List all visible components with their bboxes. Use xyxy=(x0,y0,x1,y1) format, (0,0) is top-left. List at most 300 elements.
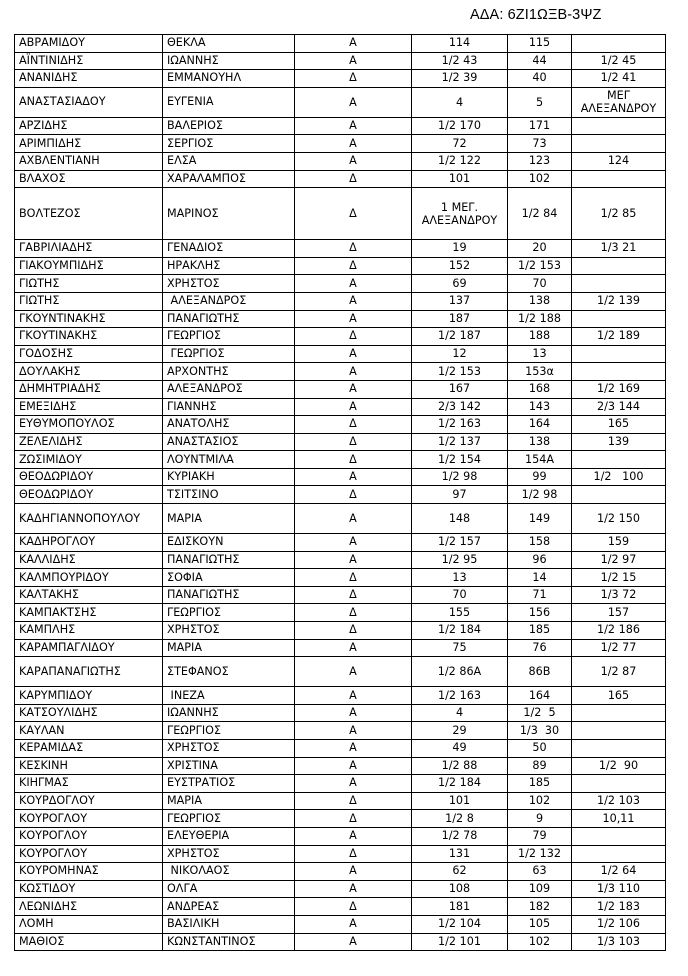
first-name-cell: ΙΝΕΖΑ xyxy=(163,687,295,705)
value-cell-1: 148 xyxy=(412,504,508,534)
value-cell-1: 181 xyxy=(412,898,508,916)
value-cell-1: 1/2 43 xyxy=(412,52,508,70)
records-table-body xyxy=(15,35,666,951)
value-cell-2: 1/2 98 xyxy=(508,486,572,504)
value-cell-1: 62 xyxy=(412,863,508,881)
first-name-cell: ΛΟΥΝΤΜΙΛΑ xyxy=(163,451,295,469)
first-name-cell: ΧΑΡΑΛΑΜΠΟΣ xyxy=(163,170,295,188)
table-row xyxy=(15,292,666,310)
type-cell: Α xyxy=(295,35,412,53)
surname-cell: ΚΑΔΗΓΙΑΝΝΟΠΟΥΛΟΥ xyxy=(15,504,163,534)
first-name-cell: ΕΥΣΤΡΑΤΙΟΣ xyxy=(163,775,295,793)
table-row xyxy=(15,898,666,916)
first-name-cell: ΧΡΗΣΤΟΣ xyxy=(163,275,295,293)
first-name-cell: ΧΡΗΣΤΟΣ xyxy=(163,740,295,758)
first-name-cell: ΧΡΙΣΤΙΝΑ xyxy=(163,757,295,775)
value-cell-2: 1/2 188 xyxy=(508,310,572,328)
value-cell-3: 159 xyxy=(572,534,666,552)
surname-cell: ΑΪΝΤΙΝΙΔΗΣ xyxy=(15,52,163,70)
type-cell: Α xyxy=(295,639,412,657)
value-cell-2: 1/2 153 xyxy=(508,257,572,275)
first-name-cell: ΑΝΑΤΟΛΗΣ xyxy=(163,416,295,434)
surname-cell: ΓΙΑΚΟΥΜΠΙΔΗΣ xyxy=(15,257,163,275)
table-row xyxy=(15,310,666,328)
value-cell-1: 108 xyxy=(412,880,508,898)
value-cell-1: 19 xyxy=(412,240,508,258)
value-cell-2: 5 xyxy=(508,87,572,117)
surname-cell: ΓΙΩΤΗΣ xyxy=(15,292,163,310)
value-cell-3: 165 xyxy=(572,687,666,705)
first-name-cell: ΚΥΡΙΑΚΗ xyxy=(163,468,295,486)
value-cell-2: 185 xyxy=(508,622,572,640)
surname-cell: ΚΑΤΣΟΥΛΙΔΗΣ xyxy=(15,704,163,722)
value-cell-3: 165 xyxy=(572,416,666,434)
first-name-cell: ΠΑΝΑΓΙΩΤΗΣ xyxy=(163,586,295,604)
type-cell: Δ xyxy=(295,604,412,622)
value-cell-1: 97 xyxy=(412,486,508,504)
surname-cell: ΚΑΥΛΑΝ xyxy=(15,722,163,740)
table-row xyxy=(15,170,666,188)
type-cell: Α xyxy=(295,827,412,845)
value-cell-2: 115 xyxy=(508,35,572,53)
value-cell-2: 79 xyxy=(508,827,572,845)
surname-cell: ΚΩΣΤΙΔΟΥ xyxy=(15,880,163,898)
table-row xyxy=(15,915,666,933)
type-cell: Α xyxy=(295,880,412,898)
value-cell-2: 44 xyxy=(508,52,572,70)
table-row xyxy=(15,775,666,793)
value-cell-2: 123 xyxy=(508,152,572,170)
value-cell-1: 1/2 78 xyxy=(412,827,508,845)
value-cell-3 xyxy=(572,363,666,381)
surname-cell: ΑΝΑΣΤΑΣΙΑΔΟΥ xyxy=(15,87,163,117)
surname-cell: ΑΧΒΛΕΝΤΙΑΝΗ xyxy=(15,152,163,170)
value-cell-3: 157 xyxy=(572,604,666,622)
value-cell-3 xyxy=(572,117,666,135)
value-cell-3 xyxy=(572,775,666,793)
surname-cell: ΚΟΥΡΔΟΓΛΟΥ xyxy=(15,792,163,810)
table-row xyxy=(15,380,666,398)
table-row xyxy=(15,257,666,275)
value-cell-2: 188 xyxy=(508,328,572,346)
first-name-cell: ΗΡΑΚΛΗΣ xyxy=(163,257,295,275)
surname-cell: ΚΕΣΚΙΝΗ xyxy=(15,757,163,775)
first-name-cell: ΝΙΚΟΛΑΟΣ xyxy=(163,863,295,881)
surname-cell: ΚΑΜΠΑΚΤΣΗΣ xyxy=(15,604,163,622)
value-cell-1: 1/2 39 xyxy=(412,70,508,88)
value-cell-1: 1/2 88 xyxy=(412,757,508,775)
first-name-cell: ΒΑΣΙΛΙΚΗ xyxy=(163,915,295,933)
value-cell-2: 102 xyxy=(508,933,572,951)
value-cell-1: 1/2 153 xyxy=(412,363,508,381)
surname-cell: ΚΟΥΡΟΓΛΟΥ xyxy=(15,810,163,828)
first-name-cell: ΕΜΜΑΝΟΥΗΛ xyxy=(163,70,295,88)
first-name-cell: ΜΑΡΙΑ xyxy=(163,639,295,657)
value-cell-1: 1/2 104 xyxy=(412,915,508,933)
surname-cell: ΕΥΘΥΜΟΠΟΥΛΟΣ xyxy=(15,416,163,434)
value-cell-1: 131 xyxy=(412,845,508,863)
first-name-cell: ΕΛΣΑ xyxy=(163,152,295,170)
table-row xyxy=(15,35,666,53)
table-row xyxy=(15,188,666,240)
surname-cell: ΑΡΖΙΔΗΣ xyxy=(15,117,163,135)
value-cell-3: 1/2 183 xyxy=(572,898,666,916)
value-cell-2: 1/2 132 xyxy=(508,845,572,863)
surname-cell: ΚΟΥΡΟΓΛΟΥ xyxy=(15,827,163,845)
table-row xyxy=(15,433,666,451)
value-cell-2: 158 xyxy=(508,534,572,552)
first-name-cell: ΓΕΩΡΓΙΟΣ xyxy=(163,722,295,740)
type-cell: Δ xyxy=(295,416,412,434)
table-row xyxy=(15,504,666,534)
value-cell-1: 1/2 122 xyxy=(412,152,508,170)
table-row xyxy=(15,604,666,622)
value-cell-1: 4 xyxy=(412,87,508,117)
value-cell-2: 154Α xyxy=(508,451,572,469)
surname-cell: ΚΑΡΑΜΠΑΓΛΙΔΟΥ xyxy=(15,639,163,657)
table-row xyxy=(15,792,666,810)
first-name-cell: ΑΝΑΣΤΑΣΙΟΣ xyxy=(163,433,295,451)
surname-cell: ΚΑΛΤΑΚΗΣ xyxy=(15,586,163,604)
type-cell: Α xyxy=(295,657,412,687)
value-cell-1: 1/2 95 xyxy=(412,551,508,569)
surname-cell: ΑΝΑΝΙΔΗΣ xyxy=(15,70,163,88)
value-cell-3 xyxy=(572,275,666,293)
value-cell-2: 1/2 84 xyxy=(508,188,572,240)
type-cell: Δ xyxy=(295,586,412,604)
first-name-cell: ΣΕΡΓΙΟΣ xyxy=(163,135,295,153)
type-cell: Α xyxy=(295,757,412,775)
value-cell-1: 1/2 187 xyxy=(412,328,508,346)
type-cell: Α xyxy=(295,740,412,758)
first-name-cell: ΓΙΑΝΝΗΣ xyxy=(163,398,295,416)
value-cell-1: 114 xyxy=(412,35,508,53)
type-cell: Α xyxy=(295,504,412,534)
table-row xyxy=(15,70,666,88)
type-cell: Δ xyxy=(295,792,412,810)
value-cell-2: 20 xyxy=(508,240,572,258)
surname-cell: ΖΕΛΕΛΙΔΗΣ xyxy=(15,433,163,451)
value-cell-3: 1/2 103 xyxy=(572,792,666,810)
surname-cell: ΑΡΙΜΠΙΔΗΣ xyxy=(15,135,163,153)
value-cell-1: 12 xyxy=(412,345,508,363)
value-cell-2: 63 xyxy=(508,863,572,881)
first-name-cell: ΓΕΩΡΓΙΟΣ xyxy=(163,345,295,363)
value-cell-1: 13 xyxy=(412,569,508,587)
first-name-cell: ΒΑΛΕΡΙΟΣ xyxy=(163,117,295,135)
value-cell-2: 96 xyxy=(508,551,572,569)
first-name-cell: ΧΡΗΣΤΟΣ xyxy=(163,845,295,863)
value-cell-2: 168 xyxy=(508,380,572,398)
value-cell-1: 1/2 170 xyxy=(412,117,508,135)
surname-cell: ΓΚΟΥΤΙΝΑΚΗΣ xyxy=(15,328,163,346)
value-cell-1: 1/2 163 xyxy=(412,416,508,434)
value-cell-2: 102 xyxy=(508,792,572,810)
value-cell-3 xyxy=(572,257,666,275)
first-name-cell: ΓΕΩΡΓΙΟΣ xyxy=(163,604,295,622)
table-row xyxy=(15,757,666,775)
value-cell-2: 40 xyxy=(508,70,572,88)
value-cell-3 xyxy=(572,704,666,722)
type-cell: Δ xyxy=(295,240,412,258)
table-row xyxy=(15,152,666,170)
value-cell-2: 99 xyxy=(508,468,572,486)
first-name-cell: ΣΟΦΙΑ xyxy=(163,569,295,587)
value-cell-2: 1/3 30 xyxy=(508,722,572,740)
table-row xyxy=(15,880,666,898)
value-cell-3: ΜΕΓ ΑΛΕΞΑΝΔΡΟΥ xyxy=(572,87,666,117)
value-cell-1: 1 ΜΕΓ. ΑΛΕΞΑΝΔΡΟΥ xyxy=(412,188,508,240)
value-cell-1: 1/2 98 xyxy=(412,468,508,486)
value-cell-3: 1/3 110 xyxy=(572,880,666,898)
first-name-cell: ΙΩΑΝΝΗΣ xyxy=(163,52,295,70)
value-cell-3 xyxy=(572,451,666,469)
value-cell-3 xyxy=(572,170,666,188)
value-cell-2: 185 xyxy=(508,775,572,793)
value-cell-3: 1/2 186 xyxy=(572,622,666,640)
table-row xyxy=(15,639,666,657)
value-cell-1: 1/2 8 xyxy=(412,810,508,828)
type-cell: Δ xyxy=(295,433,412,451)
table-row xyxy=(15,657,666,687)
value-cell-1: 137 xyxy=(412,292,508,310)
first-name-cell: ΕΔΙΣΚΟΥΝ xyxy=(163,534,295,552)
value-cell-2: 156 xyxy=(508,604,572,622)
value-cell-3 xyxy=(572,345,666,363)
surname-cell: ΔΗΜΗΤΡΙΑΔΗΣ xyxy=(15,380,163,398)
value-cell-3: 1/2 150 xyxy=(572,504,666,534)
value-cell-3: 2/3 144 xyxy=(572,398,666,416)
value-cell-2: 73 xyxy=(508,135,572,153)
value-cell-3: 1/2 139 xyxy=(572,292,666,310)
type-cell: Α xyxy=(295,775,412,793)
type-cell: Δ xyxy=(295,486,412,504)
type-cell: Δ xyxy=(295,898,412,916)
value-cell-1: 1/2 157 xyxy=(412,534,508,552)
type-cell: Δ xyxy=(295,622,412,640)
first-name-cell: ΠΑΝΑΓΙΩΤΗΣ xyxy=(163,551,295,569)
value-cell-1: 1/2 101 xyxy=(412,933,508,951)
value-cell-3: 1/2 85 xyxy=(572,188,666,240)
type-cell: Α xyxy=(295,704,412,722)
type-cell: Α xyxy=(295,87,412,117)
first-name-cell: ΕΥΓΕΝΙΑ xyxy=(163,87,295,117)
value-cell-2: 86Β xyxy=(508,657,572,687)
first-name-cell: ΓΕΩΡΓΙΟΣ xyxy=(163,810,295,828)
surname-cell: ΒΛΑΧΟΣ xyxy=(15,170,163,188)
value-cell-2: 109 xyxy=(508,880,572,898)
surname-cell: ΚΑΡΑΠΑΝΑΓΙΩΤΗΣ xyxy=(15,657,163,687)
type-cell: Α xyxy=(295,135,412,153)
surname-cell: ΘΕΟΔΩΡΙΔΟΥ xyxy=(15,468,163,486)
surname-cell: ΓΑΒΡΙΛΙΑΔΗΣ xyxy=(15,240,163,258)
value-cell-2: 71 xyxy=(508,586,572,604)
table-row xyxy=(15,704,666,722)
first-name-cell: ΑΛΕΞΑΝΔΡΟΣ xyxy=(163,292,295,310)
type-cell: Α xyxy=(295,915,412,933)
value-cell-2: 76 xyxy=(508,639,572,657)
table-row xyxy=(15,451,666,469)
first-name-cell: ΓΕΝΑΔΙΟΣ xyxy=(163,240,295,258)
value-cell-2: 50 xyxy=(508,740,572,758)
first-name-cell: ΤΣΙΤΣΙΝΟ xyxy=(163,486,295,504)
table-row xyxy=(15,687,666,705)
value-cell-1: 1/2 184 xyxy=(412,622,508,640)
value-cell-3: 1/2 106 xyxy=(572,915,666,933)
table-row xyxy=(15,551,666,569)
value-cell-3: 1/2 15 xyxy=(572,569,666,587)
type-cell: Α xyxy=(295,468,412,486)
surname-cell: ΚΑΜΠΛΗΣ xyxy=(15,622,163,640)
first-name-cell: ΑΝΔΡΕΑΣ xyxy=(163,898,295,916)
value-cell-3: 1/2 189 xyxy=(572,328,666,346)
value-cell-2: 13 xyxy=(508,345,572,363)
value-cell-2: 138 xyxy=(508,292,572,310)
value-cell-2: 149 xyxy=(508,504,572,534)
value-cell-2: 164 xyxy=(508,687,572,705)
first-name-cell: ΕΛΕΥΘΕΡΙΑ xyxy=(163,827,295,845)
table-row xyxy=(15,569,666,587)
type-cell: Δ xyxy=(295,188,412,240)
value-cell-3 xyxy=(572,135,666,153)
value-cell-3: 1/2 90 xyxy=(572,757,666,775)
type-cell: Α xyxy=(295,398,412,416)
value-cell-1: 1/2 154 xyxy=(412,451,508,469)
type-cell: Α xyxy=(295,863,412,881)
value-cell-3: 1/2 169 xyxy=(572,380,666,398)
table-row xyxy=(15,810,666,828)
table-row xyxy=(15,722,666,740)
table-row xyxy=(15,416,666,434)
surname-cell: ΛΕΩΝΙΔΗΣ xyxy=(15,898,163,916)
surname-cell: ΑΒΡΑΜΙΔΟΥ xyxy=(15,35,163,53)
surname-cell: ΚΟΥΡΟΓΛΟΥ xyxy=(15,845,163,863)
value-cell-1: 70 xyxy=(412,586,508,604)
surname-cell: ΓΟΔΟΣΗΣ xyxy=(15,345,163,363)
surname-cell: ΚΙΗΓΜΑΣ xyxy=(15,775,163,793)
first-name-cell: ΜΑΡΙΝΟΣ xyxy=(163,188,295,240)
value-cell-3: 139 xyxy=(572,433,666,451)
surname-cell: ΜΑΘΙΟΣ xyxy=(15,933,163,951)
value-cell-3 xyxy=(572,35,666,53)
value-cell-3 xyxy=(572,845,666,863)
first-name-cell: ΟΛΓΑ xyxy=(163,880,295,898)
value-cell-2: 171 xyxy=(508,117,572,135)
type-cell: Α xyxy=(295,310,412,328)
table-row xyxy=(15,586,666,604)
records-table xyxy=(14,34,666,951)
type-cell: Δ xyxy=(295,257,412,275)
value-cell-2: 182 xyxy=(508,898,572,916)
surname-cell: ΚΑΡΥΜΠΙΔΟΥ xyxy=(15,687,163,705)
first-name-cell: ΣΤΕΦΑΝΟΣ xyxy=(163,657,295,687)
value-cell-2: 14 xyxy=(508,569,572,587)
value-cell-3: 1/2 97 xyxy=(572,551,666,569)
type-cell: Α xyxy=(295,534,412,552)
value-cell-2: 89 xyxy=(508,757,572,775)
surname-cell: ΚΑΛΜΠΟΥΡΙΔΟΥ xyxy=(15,569,163,587)
value-cell-2: 1/2 5 xyxy=(508,704,572,722)
table-row xyxy=(15,740,666,758)
value-cell-3: 1/3 72 xyxy=(572,586,666,604)
value-cell-1: 1/2 163 xyxy=(412,687,508,705)
surname-cell: ΚΑΔΗΡΟΓΛΟΥ xyxy=(15,534,163,552)
first-name-cell: ΑΛΕΞΑΝΔΡΟΣ xyxy=(163,380,295,398)
value-cell-3: 1/3 21 xyxy=(572,240,666,258)
table-row xyxy=(15,534,666,552)
value-cell-2: 9 xyxy=(508,810,572,828)
surname-cell: ΓΚΟΥΝΤΙΝΑΚΗΣ xyxy=(15,310,163,328)
type-cell: Δ xyxy=(295,70,412,88)
value-cell-3: 124 xyxy=(572,152,666,170)
table-row xyxy=(15,117,666,135)
first-name-cell: ΘΕΚΛΑ xyxy=(163,35,295,53)
table-row xyxy=(15,827,666,845)
type-cell: Α xyxy=(295,722,412,740)
value-cell-2: 153α xyxy=(508,363,572,381)
value-cell-3 xyxy=(572,310,666,328)
value-cell-2: 102 xyxy=(508,170,572,188)
table-row xyxy=(15,622,666,640)
table-row xyxy=(15,135,666,153)
type-cell: Δ xyxy=(295,170,412,188)
value-cell-1: 101 xyxy=(412,170,508,188)
value-cell-1: 72 xyxy=(412,135,508,153)
value-cell-3 xyxy=(572,722,666,740)
value-cell-3 xyxy=(572,740,666,758)
type-cell: Α xyxy=(295,380,412,398)
first-name-cell: ΚΩΝΣΤΑΝΤΙΝΟΣ xyxy=(163,933,295,951)
table-row xyxy=(15,275,666,293)
table-row xyxy=(15,87,666,117)
type-cell: Α xyxy=(295,52,412,70)
value-cell-1: 69 xyxy=(412,275,508,293)
value-cell-2: 164 xyxy=(508,416,572,434)
surname-cell: ΚΕΡΑΜΙΔΑΣ xyxy=(15,740,163,758)
value-cell-3 xyxy=(572,827,666,845)
type-cell: Δ xyxy=(295,845,412,863)
table-row xyxy=(15,240,666,258)
type-cell: Α xyxy=(295,363,412,381)
surname-cell: ΓΙΩΤΗΣ xyxy=(15,275,163,293)
surname-cell: ΘΕΟΔΩΡΙΔΟΥ xyxy=(15,486,163,504)
type-cell: Α xyxy=(295,152,412,170)
table-row xyxy=(15,398,666,416)
value-cell-1: 155 xyxy=(412,604,508,622)
type-cell: Α xyxy=(295,687,412,705)
table-row xyxy=(15,328,666,346)
value-cell-3: 1/2 64 xyxy=(572,863,666,881)
type-cell: Α xyxy=(295,117,412,135)
type-cell: Α xyxy=(295,345,412,363)
table-row xyxy=(15,363,666,381)
table-row xyxy=(15,345,666,363)
surname-cell: ΒΟΛΤΕΖΟΣ xyxy=(15,188,163,240)
type-cell: Α xyxy=(295,292,412,310)
value-cell-2: 105 xyxy=(508,915,572,933)
type-cell: Δ xyxy=(295,328,412,346)
value-cell-1: 152 xyxy=(412,257,508,275)
value-cell-1: 1/2 86Α xyxy=(412,657,508,687)
value-cell-2: 70 xyxy=(508,275,572,293)
first-name-cell: ΙΩΑΝΝΗΣ xyxy=(163,704,295,722)
value-cell-1: 187 xyxy=(412,310,508,328)
first-name-cell: ΜΑΡΙΑ xyxy=(163,792,295,810)
table-row xyxy=(15,845,666,863)
value-cell-2: 138 xyxy=(508,433,572,451)
surname-cell: ΖΩΣΙΜΙΔΟΥ xyxy=(15,451,163,469)
ada-code: ΑΔΑ: 6ΖΙ1ΩΞΒ-3ΨΖ xyxy=(470,7,602,23)
